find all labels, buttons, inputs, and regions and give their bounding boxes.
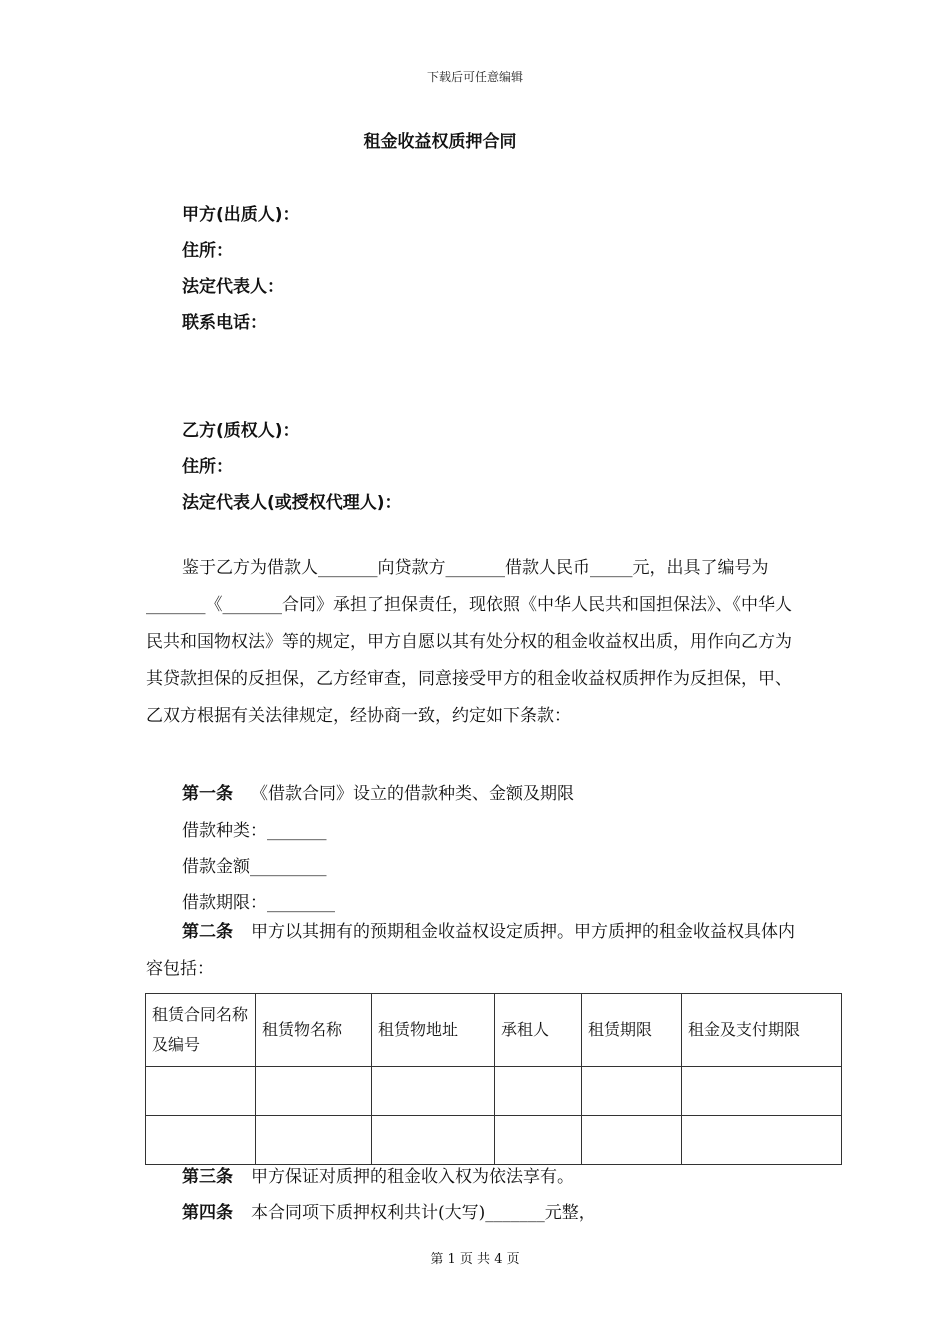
table-header-cell: 承租人 [495,994,582,1067]
table-header-cell: 租金及支付期限 [682,994,842,1067]
table-header-row [146,994,842,1067]
party-a-name: 甲方(出质人)： [182,205,300,225]
table-cell[interactable] [582,1116,682,1165]
party-a-legal-rep: 法定代表人： [182,277,284,297]
article-2-text: 甲方以其拥有的预期租金收益权设定质押。甲方质押的租金收益权具体内容包括： [146,922,795,979]
article-4-text: 本合同项下质押权利共计(大写)_______元整， [251,1203,596,1223]
table-cell[interactable] [256,1116,372,1165]
article-1 [182,779,574,804]
article-2 [146,914,806,988]
document-title: 租金收益权质押合同 [363,132,517,152]
table-row [146,1067,842,1116]
party-a-address: 住所： [182,241,233,261]
table-cell[interactable] [372,1067,495,1116]
article-1-label: 第一条 [182,784,233,804]
table-header-cell: 租赁物名称 [256,994,372,1067]
table-cell[interactable] [682,1116,842,1165]
party-b-address: 住所： [182,457,233,477]
page-footer: 第 1 页 共 4 页 [430,1252,520,1267]
party-b-name: 乙方(质权人)： [182,421,300,441]
table-row [146,1116,842,1165]
preamble-text: 鉴于乙方为借款人_______向贷款方_______借款人民币_____元，出具了编号为_______《_______合同》承担了担保责任，现依照《中华人民共和国担保法》、《中华人民共和国物权法》等的规定，甲方自愿以其有处分权的租金收益权出质，用作向乙方为其贷款担保的反担保，乙方经审查，同意接受甲方的租金收益权质押作为反担保，甲、乙双方根据有关法律规定，经协商一致，约定如下条款： [146,558,792,726]
article-3-text: 甲方保证对质押的租金收入权为依法享有。 [251,1167,574,1187]
table-cell[interactable] [372,1116,495,1165]
article-3 [182,1162,574,1187]
table-cell[interactable] [495,1067,582,1116]
table-cell[interactable] [682,1067,842,1116]
article-4 [182,1198,596,1223]
pledge-table [145,993,842,1165]
party-b-legal-rep: 法定代表人(或授权代理人)： [182,493,402,513]
loan-amount-field: 借款金额_________ [182,857,327,877]
table-cell[interactable] [146,1067,256,1116]
table-cell[interactable] [256,1067,372,1116]
preamble-paragraph [146,550,806,735]
table-cell[interactable] [582,1067,682,1116]
table-header-cell: 租赁期限 [582,994,682,1067]
article-3-label: 第三条 [182,1167,233,1187]
party-a-phone: 联系电话： [182,313,267,333]
table-cell[interactable] [495,1116,582,1165]
table-cell[interactable] [146,1116,256,1165]
article-4-label: 第四条 [182,1203,233,1223]
article-2-label: 第二条 [182,922,233,942]
table-header-cell: 租赁合同名称及编号 [146,994,256,1067]
article-1-text: 《借款合同》设立的借款种类、金额及期限 [251,784,574,804]
table-header-cell: 租赁物地址 [372,994,495,1067]
loan-term-field: 借款期限：________ [182,893,335,913]
header-note: 下载后可任意编辑 [426,70,523,84]
loan-type-field: 借款种类：_______ [182,821,327,841]
